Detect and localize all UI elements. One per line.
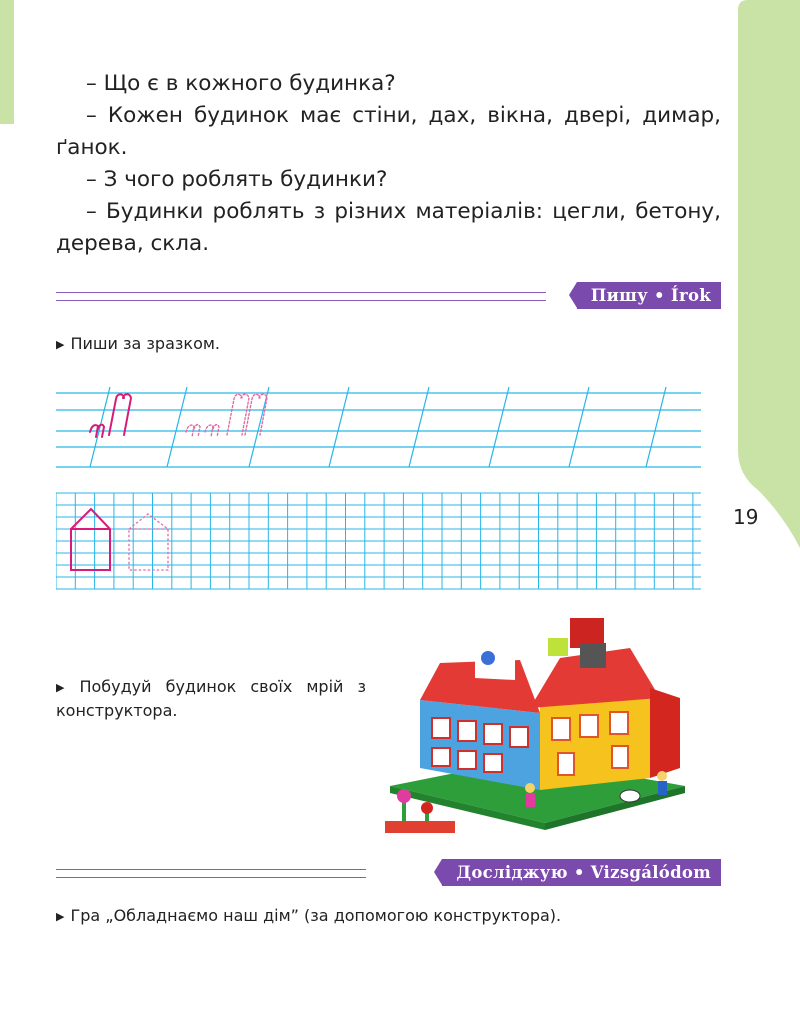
task-write-text: Пиши за зразком. (70, 334, 221, 353)
square-grid (56, 492, 701, 590)
section-header-write (56, 282, 721, 312)
cursive-letter-icon (90, 394, 131, 437)
task-build (56, 675, 366, 722)
task-game-text: Гра „Обладнаємо наш дім” (за допомогою конструктора). (70, 906, 562, 925)
dialog-line: – Що є в кожного будинка? (86, 71, 396, 96)
green-corner-tab (0, 0, 14, 124)
green-side-margin (738, 0, 800, 560)
task-build-text: Побудуй будинок своїх мрій з конструктора. (56, 677, 366, 720)
bullet-icon: ▶ (56, 681, 74, 694)
house-shape-icon (71, 509, 110, 570)
task-write (56, 333, 220, 356)
bullet-icon: ▶ (56, 338, 65, 351)
task-game (56, 905, 561, 928)
section-divider (56, 292, 546, 301)
handwriting-lines (56, 385, 701, 470)
section-header-explore (56, 859, 721, 889)
dialog-line: – Будинки роблять з різних матеріалів: цегли, бетону, дерева, скла. (56, 199, 721, 256)
lego-house-icon (380, 618, 710, 843)
section-divider (56, 869, 366, 878)
dialog-line: – Кожен будинок має стіни, дах, вікна, двері, димар, ґанок. (56, 103, 721, 160)
page-number: 19 (733, 505, 759, 529)
section-label-write: Пишу • Írok (577, 282, 721, 309)
dialog-text (56, 68, 721, 260)
section-label-explore: Досліджую • Vizsgálódom (442, 859, 721, 886)
bullet-icon: ▶ (56, 910, 65, 923)
dialog-line: – З чого роблять будинки? (86, 167, 388, 192)
